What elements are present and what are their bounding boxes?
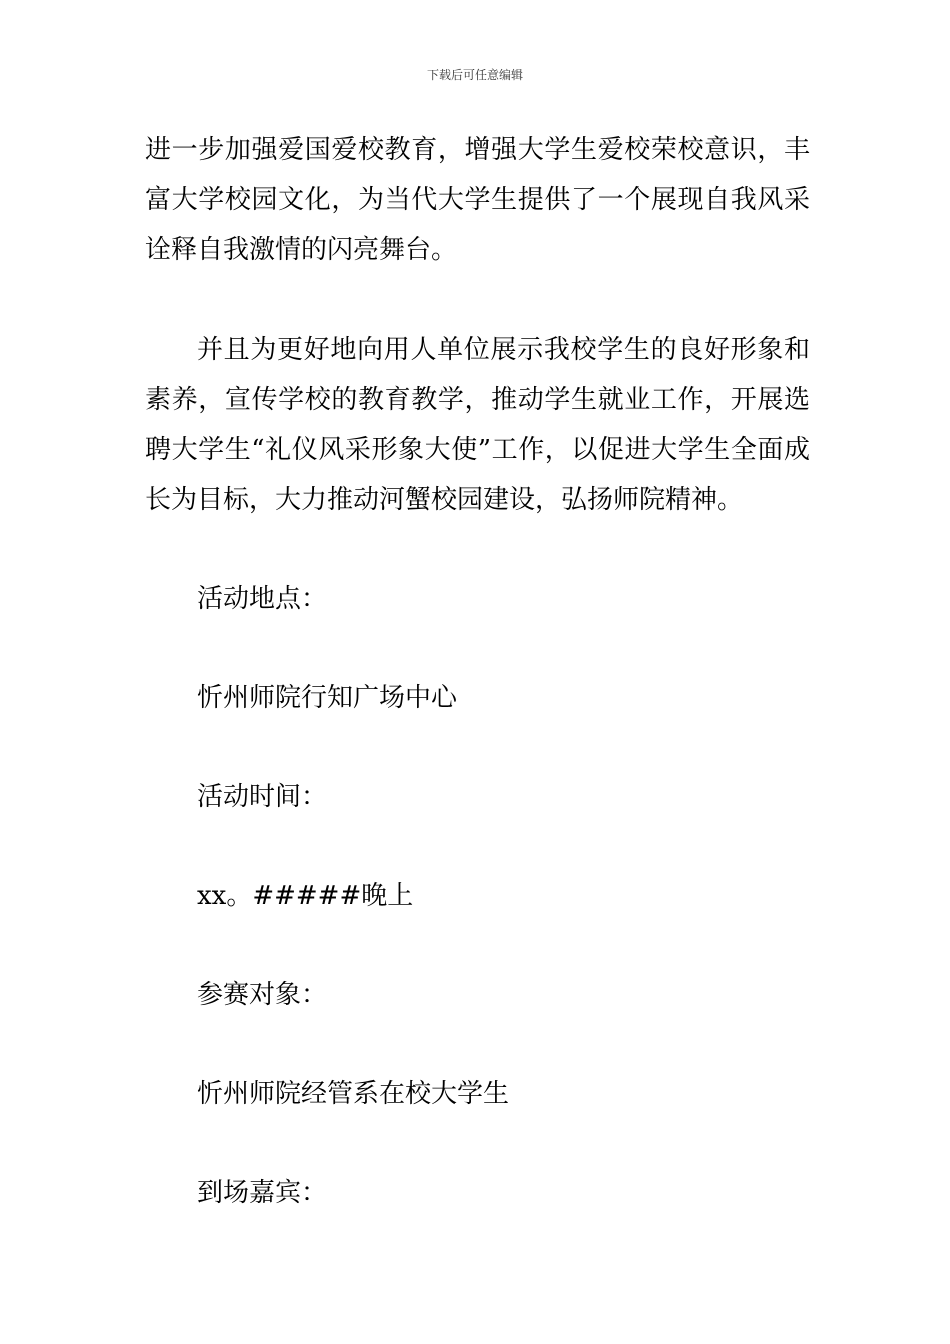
paragraph-intro: 进一步加强爱国爱校教育，增强大学生爱校荣校意识，丰富大学校园文化，为当代大学生提供了一个展现自我风采诠释自我激情的闪亮舞台。: [145, 135, 810, 265]
participants-label: 参赛对象：: [197, 980, 328, 1010]
venue-value: 忻州师院行知广场中心: [197, 683, 458, 713]
guests-label: 到场嘉宾：: [197, 1178, 328, 1208]
venue-label: 活动地点：: [197, 584, 328, 614]
time-label: 活动时间：: [197, 782, 328, 812]
participants-value: 忻州师院经管系在校大学生: [197, 1079, 510, 1109]
time-value: xx。#####晚上: [197, 881, 414, 911]
paragraph-purpose: 并且为更好地向用人单位展示我校学生的良好形象和素养，宣传学校的教育教学，推动学生就业工作，开展选聘大学生“礼仪风采形象大使”工作，以促进大学生全面成长为目标，大力推动河蟹校园建设，弘扬师院精神。: [145, 335, 810, 515]
header-note: 下载后可任意编辑: [426, 68, 523, 82]
document-body: [145, 125, 810, 1218]
